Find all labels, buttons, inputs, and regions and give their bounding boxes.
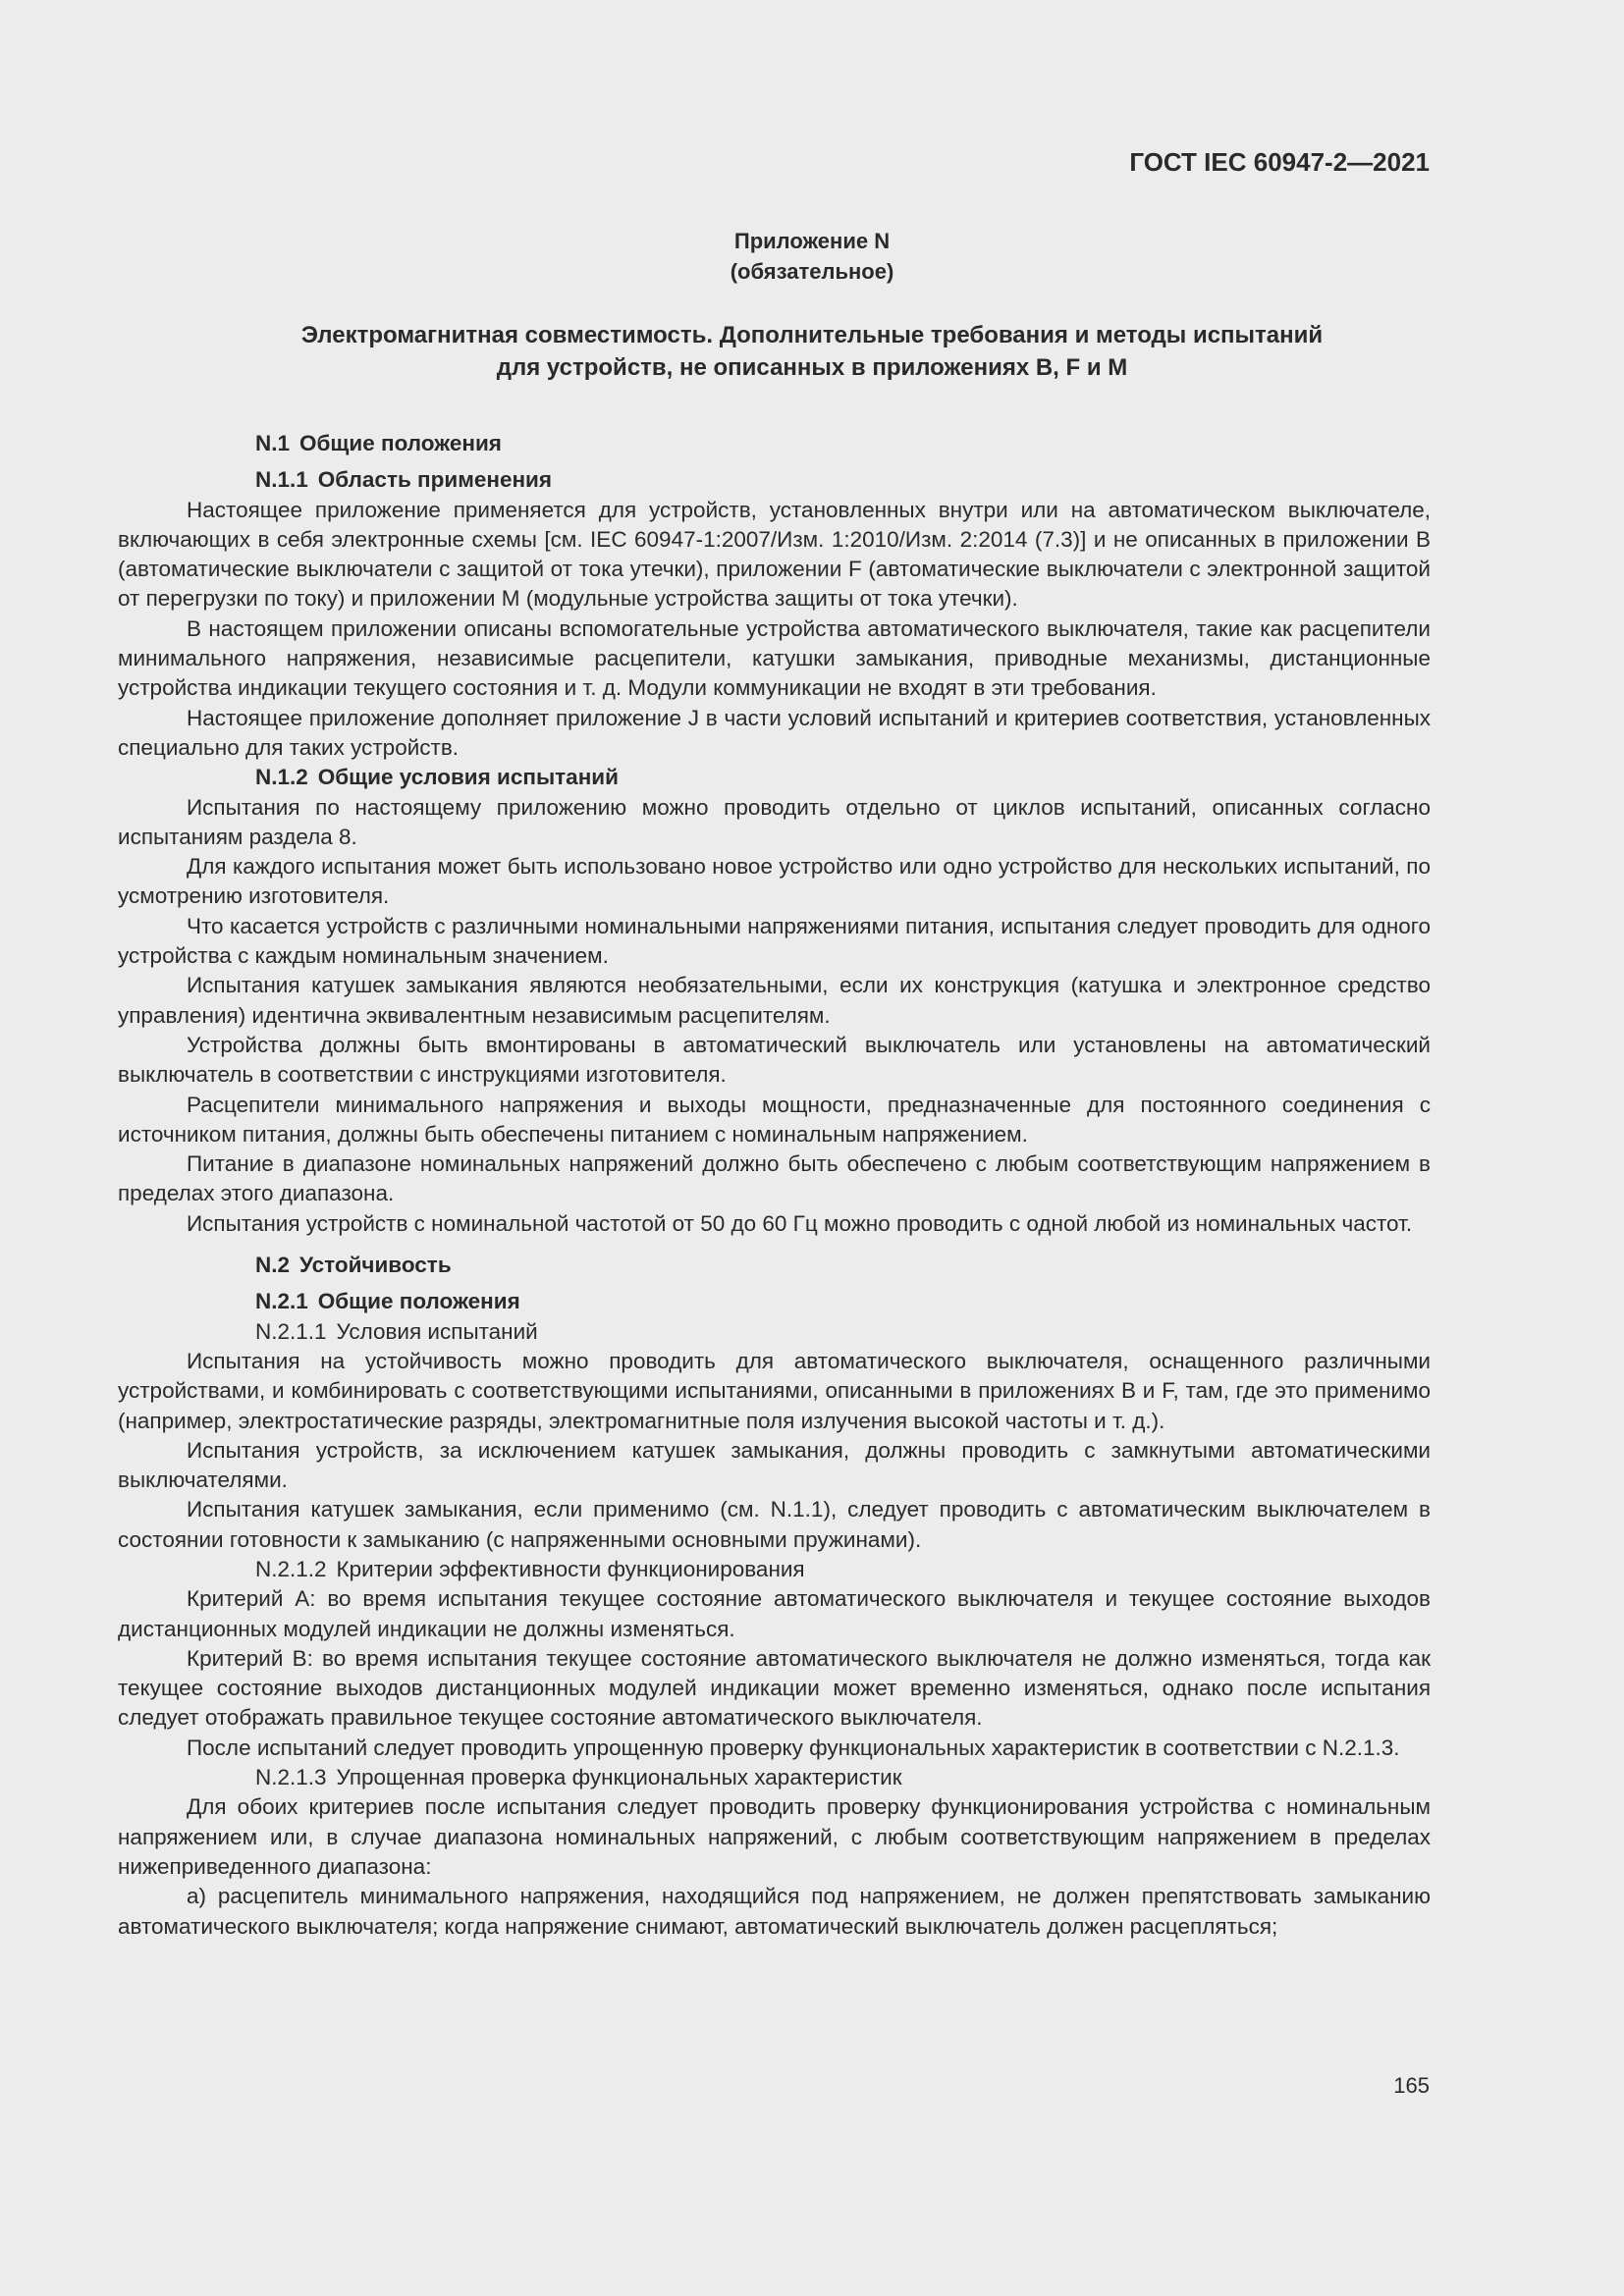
subsection-heading-n2-1	[118, 1287, 1431, 1316]
paragraph: Испытания катушек замыкания являются необязательными, если их конструкция (катушка и электронное средство управления) идентична эквивалентным независимым расцепителям.	[118, 973, 1431, 1028]
section-title: Условия испытаний	[336, 1318, 538, 1344]
section-number: N.2.1	[255, 1289, 308, 1314]
annex-heading	[0, 226, 1624, 287]
clause-heading-n2-1-1	[118, 1317, 1431, 1347]
list-item: a) расцепитель минимального напряжения, находящийся под напряжением, не должен препятствовать замыканию автоматического выключателя; когда напряжение снимают, автоматический выключатель должен расцепляться;	[118, 1884, 1431, 1939]
clause-heading-n2-1-3	[118, 1763, 1431, 1792]
section-title: Критерии эффективности функционирования	[336, 1556, 805, 1581]
paragraph: Критерий B: во время испытания текущее состояние автоматического выключателя не должно изменяться, тогда как текущее состояние выходов дистанционных модулей индикации может временно изменяться, однако после испытания следует отображать правильное текущее состояние автоматического выключателя.	[118, 1645, 1431, 1731]
paragraph: После испытаний следует проводить упрощенную проверку функциональных характеристик в соответствии с N.2.1.3.	[187, 1735, 1400, 1760]
annex-title	[118, 319, 1506, 384]
paragraph: Что касается устройств с различными номинальными напряжениями питания, испытания следует проводить для одного устройства с каждым номинальным значением.	[118, 913, 1431, 969]
paragraph: Испытания устройств с номинальной частотой от 50 до 60 Гц можно проводить с одной любой из номинальных частот.	[187, 1210, 1413, 1236]
section-number: N.1	[255, 431, 291, 455]
section-number: N.2.1.3	[255, 1765, 327, 1790]
paragraph: Настоящее приложение дополняет приложение J в части условий испытаний и критериев соответствия, установленных специально для таких устройств.	[118, 705, 1431, 760]
paragraph: Испытания по настоящему приложению можно проводить отдельно от циклов испытаний, описанных согласно испытаниям раздела 8.	[118, 794, 1431, 849]
section-title: Область применения	[317, 467, 553, 493]
paragraph: Для каждого испытания может быть использовано новое устройство или одно устройство для нескольких испытаний, по усмотрению изготовителя.	[118, 854, 1431, 909]
annex-status: (обязательное)	[730, 259, 894, 284]
paragraph: Настоящее приложение применяется для устройств, установленных внутри или на автоматическом выключателе, включающих в себя электронные схемы [см. IEC 60947-1:2007/Изм. 1:2010/Изм. 2:2014 (7.3)] и не описанных в приложении B (автоматические выключатели с защитой от тока утечки), приложении F (автоматические выключатели с электронной защитой от перегрузки по току) и приложении M (модульные устройства защиты от тока утечки).	[118, 497, 1431, 612]
section-title: Упрощенная проверка функциональных характеристик	[336, 1765, 902, 1790]
paragraph: Испытания устройств, за исключением катушек замыкания, должны проводить с замкнутыми автоматическими выключателями.	[118, 1437, 1431, 1493]
paragraph: Испытания на устойчивость можно проводить для автоматического выключателя, оснащенного различными устройствами, и комбинировать с соответствующими испытаниями, описанными в приложениях B и F, там, где это применимо (например, электростатические разряды, электромагнитные поля излучения высокой частоты и т. д.).	[118, 1348, 1431, 1433]
paragraph: Питание в диапазоне номинальных напряжений должно быть обеспечено с любым соответствующим напряжением в пределах этого диапазона.	[118, 1151, 1431, 1206]
section-number: N.1.2	[255, 765, 308, 790]
section-title: Устойчивость	[299, 1253, 452, 1278]
section-title: Общие условия испытаний	[317, 765, 619, 790]
paragraph: Расцепители минимального напряжения и выходы мощности, предназначенные для постоянного соединения с источником питания, должны быть обеспечены питанием с номинальным напряжением.	[118, 1092, 1431, 1147]
section-number: N.2.1.1	[255, 1318, 327, 1344]
section-title: Общие положения	[299, 431, 502, 455]
section-number: N.2	[255, 1253, 291, 1278]
clause-heading-n2-1-2	[118, 1555, 1431, 1584]
section-title: Общие положения	[317, 1289, 520, 1314]
paragraph: В настоящем приложении описаны вспомогательные устройства автоматического выключателя, такие как расцепители минимального напряжения, независимые расцепители, катушки замыкания, приводные механизмы, дистанционные устройства индикации текущего состояния и т. д. Модули коммуникации не входят в эти требования.	[118, 615, 1431, 701]
annex-title-line-1: Электромагнитная совместимость. Дополнительные требования и методы испытаний	[300, 322, 1324, 348]
subsection-heading-n1-2	[118, 763, 1431, 792]
section-heading-n2	[118, 1251, 1431, 1280]
document-body	[118, 425, 1431, 1942]
page-number: 165	[1393, 2073, 1430, 2098]
subsection-heading-n1-1	[118, 465, 1431, 495]
section-number: N.1.1	[255, 467, 308, 493]
paragraph: Для обоих критериев после испытания следует проводить проверку функционирования устройства с номинальным напряжением или, в случае диапазона номинальных напряжений, с любым соответствующим напряжением в пределах нижеприведенного диапазона:	[118, 1794, 1431, 1879]
paragraph: Устройства должны быть вмонтированы в автоматический выключатель или установлены на автоматический выключатель в соответствии с инструкциями изготовителя.	[118, 1032, 1431, 1088]
section-number: N.2.1.2	[255, 1556, 327, 1581]
paragraph: Испытания катушек замыкания, если применимо (см. N.1.1), следует проводить с автоматическим выключателем в состоянии готовности к замыканию (с напряженными основными пружинами).	[118, 1497, 1431, 1552]
paragraph: Критерий A: во время испытания текущее состояние автоматического выключателя и текущее состояние выходов дистанционных модулей индикации не должны изменяться.	[118, 1586, 1431, 1641]
document-id: ГОСТ IEC 60947-2—2021	[1129, 147, 1430, 177]
annex-title-line-2: для устройств, не описанных в приложениях B, F и M	[496, 354, 1128, 381]
annex-name: Приложение N	[733, 229, 891, 253]
section-heading-n1	[118, 429, 1431, 458]
